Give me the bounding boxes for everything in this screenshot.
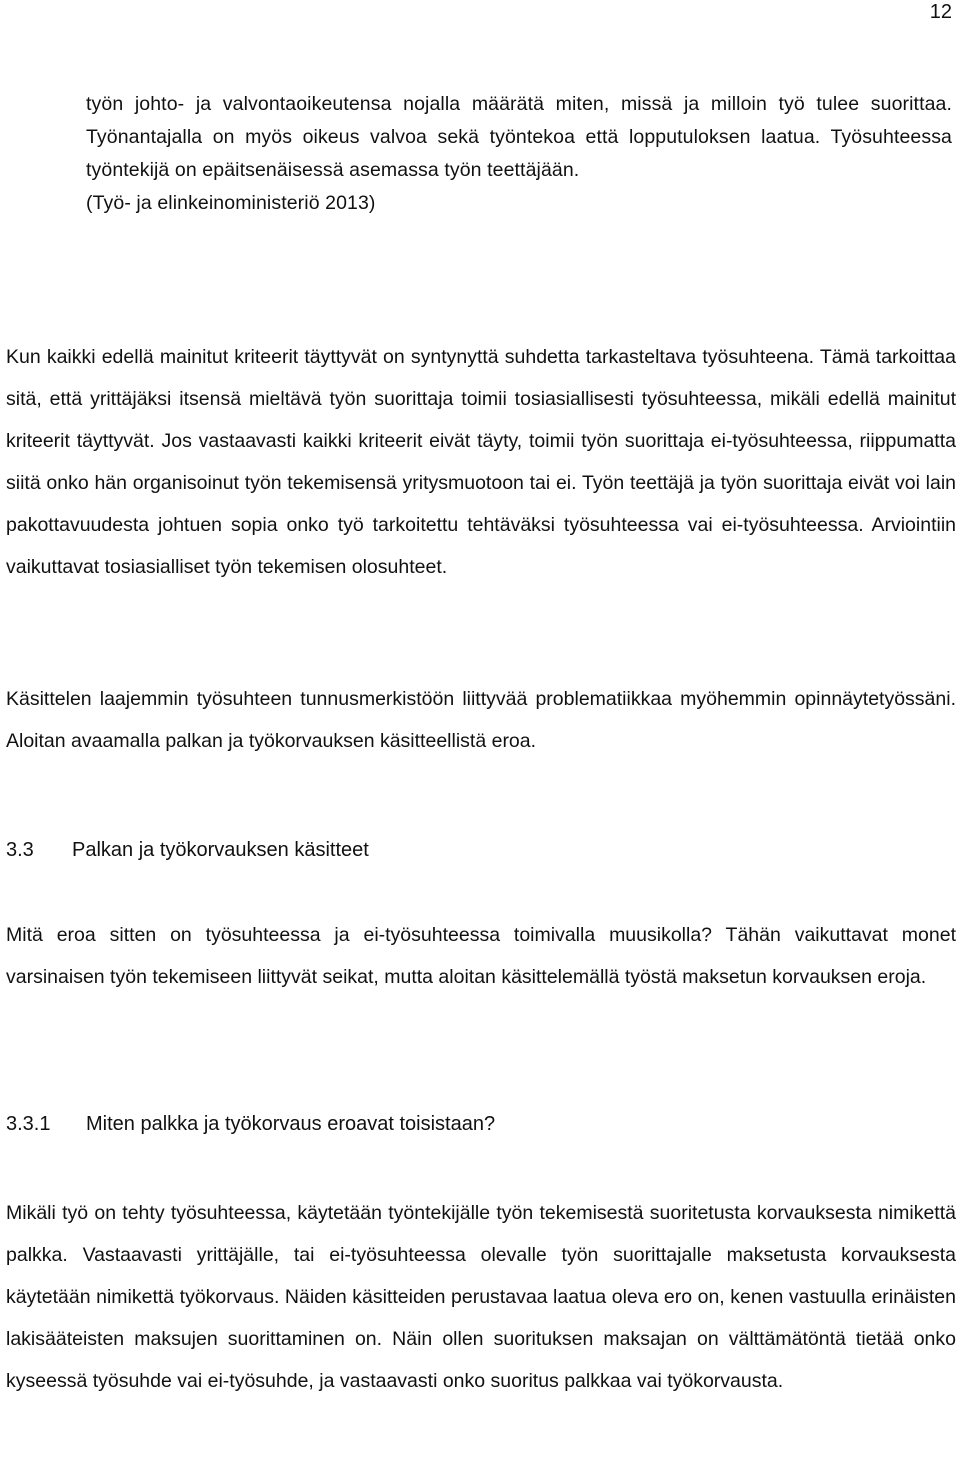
quote-source: (Työ- ja elinkeinoministeriö 2013) <box>86 192 376 214</box>
section-heading-3-3-1 <box>6 1103 495 1145</box>
section-number: 3.3 <box>6 839 34 861</box>
quote-block <box>86 88 952 220</box>
section-title: Palkan ja työkorvauksen käsitteet <box>72 839 369 861</box>
section-title: Miten palkka ja työkorvaus eroavat toisistaan? <box>86 1113 496 1135</box>
section-number: 3.3.1 <box>6 1113 51 1135</box>
section-heading-3-3 <box>6 829 369 871</box>
paragraph-further-discussion: Käsittelen laajemmin työsuhteen tunnusmerkistöön liittyvää problematiikkaa myöhemmin opinnäytetyössäni. Aloitan avaamalla palkan ja työkorvauksen käsitteellistä eroa. <box>6 688 956 752</box>
paragraph-musician-question: Mitä eroa sitten on työsuhteessa ja ei-työsuhteessa toimivalla muusikolla? Tähän vaikuttavat monet varsinaisen työn tekemiseen liittyvät seikat, mutta aloitan käsittelemällä työstä maksetun korvauksen eroja. <box>6 924 956 988</box>
paragraph-salary-vs-compensation: Mikäli työ on tehty työsuhteessa, käytetään työntekijälle työn tekemisestä suoritetusta korvauksesta nimikettä palkka. Vastaavasti yrittäjälle, tai ei-työsuhteessa olevalle työn suorittajalle maksetusta korvauksesta käytetään nimikettä työkorvaus. Näiden käsitteiden perustavaa laatua oleva ero on, kenen vastuulla erinäisten lakisääteisten maksujen suorittaminen on. Näin ollen suorituksen maksajan on välttämätöntä tietää onko kyseessä työsuhde vai ei-työsuhde, ja vastaavasti onko suoritus palkkaa vai työkorvausta. <box>6 1202 956 1392</box>
paragraph-employment-criteria: Kun kaikki edellä mainitut kriteerit täyttyvät on syntynyttä suhdetta tarkasteltava työsuhteena. Tämä tarkoittaa sitä, että yrittäjäksi itsensä mieltävä työn suorittaja toimii tosiasiallisesti työsuhteessa, mikäli edellä mainitut kriteerit täyttyvät. Jos vastaavasti kaikki kriteerit eivät täyty, toimii työn suorittaja ei-työsuhteessa, riippumatta siitä onko hän organisoinut työn tekemisensä yritysmuotoon tai ei. Työn teettäjä ja työn suorittaja eivät voi lain pakottavuudesta johtuen sopia onko työ tarkoitettu tehtäväksi työsuhteessa vai ei-työsuhteessa. Arviointiin vaikuttavat tosiasialliset työn tekemisen olosuhteet. <box>6 346 956 578</box>
quote-text: työn johto- ja valvontaoikeutensa nojalla määrätä miten, missä ja milloin työ tulee suorittaa. Työnantajalla on myös oikeus valvoa sekä työntekoa että lopputuloksen laatua. Työsuhteessa työntekijä on epäitsenäisessä asemassa työn teettäjään. <box>86 93 952 181</box>
page-number: 12 <box>929 1 952 23</box>
